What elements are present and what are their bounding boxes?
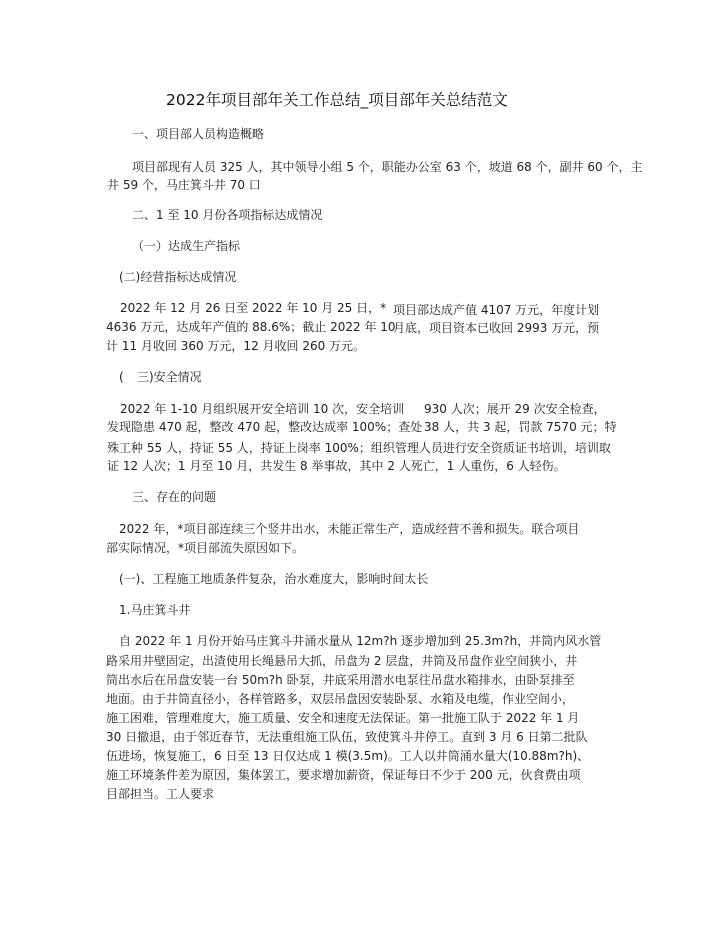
safety-right-line: 38 人，共 3 起，罚款 7570 元；特 [424,420,617,434]
subheading-safety-paren: ( [119,370,124,384]
econ-left-line: 计 11 月收回 360 万元，12 月收回 260 万元。 [106,339,366,353]
subheading-production: （一）达成生产指标 [132,239,241,253]
paragraph-line: 伍进场，恢复施工，6 日至 13 日仅达成 1 模(3.5m)。工人以井筒涌水量大(10.88m?h)、 [106,749,590,763]
paragraph-line: 井 59 个，马庄箕斗井 70 口 [107,178,261,192]
econ-left-line: 2022 年 12 月 26 日至 2022 年 10 月 25 日，* [120,301,387,315]
item-heading: 1.马庄箕斗井 [119,603,191,617]
paragraph-line: 项目部现有人员 325 人，其中领导小组 5 个，职能办公室 63 个，坡道 68 个，副井 60 个，主 [132,160,643,174]
safety-right-line: 930 人次；展开 29 次安全检查， [424,402,606,416]
paragraph-line: 目部担当。工人要求 [106,787,215,801]
page-title: 2022年项目部年关工作总结_项目部年关总结范文 [166,91,508,109]
econ-left-line: 4636 万元，达成年产值的 88.6%；截止 2022 年 10 [106,320,396,334]
subheading-safety: 三)安全情况 [137,370,202,384]
paragraph-line: 30 日撤退，由于邻近春节，无法重组施工队伍，致使箕斗井停工。直到 3 月 6 日第二批队 [106,730,588,744]
paragraph-line: 筒出水后在吊盘安装一台 50m?h 卧泵，井底采用潜水电泵往吊盘水箱排水，由卧泵排至 [106,673,575,687]
section-1-heading: 一、项目部人员构造概略 [132,127,265,141]
safety-left-line: 2022 年 1-10 月组织展开安全培训 10 次，安全培训 [120,402,405,416]
paragraph-line: 部实际情况，*项目部流失原因如下。 [106,541,305,555]
paragraph-line: 证 12 人次；1 月至 10 月，共发生 8 举事故，其中 2 人死亡，1 人重伤，6 人轻伤。 [107,459,566,473]
paragraph-line: 施工困难，管理难度大，施工质量、安全和速度无法保证。第一批施工队于 2022 年 1 月 [106,711,580,725]
safety-left-line: 发现隐患 470 起，整改 470 起，整改达成率 100%；查处 [107,420,423,434]
paragraph-line: 2022 年，*项目部连续三个竖井出水，未能正常生产，造成经营不善和损失。联合项目 [119,522,580,536]
section-3-heading: 三、存在的问题 [132,490,217,504]
paragraph-line: 殊工种 55 人，持证 55 人，持证上岗率 100%；组织管理人员进行安全资质证书培训，培训取 [107,441,611,455]
section-2-heading: 二、1 至 10 月份各项指标达成情况 [132,208,323,222]
paragraph-line: 地面。由于井筒直径小，各样管路多，双层吊盘因安装卧泵、水箱及电缆，作业空间小， [106,692,575,706]
paragraph-line: 路采用井壁固定，出渣使用长绳悬吊大抓，吊盘为 2 层盘，井筒及吊盘作业空间狭小，井 [106,654,578,668]
paragraph-line: 自 2022 年 1 月份开始马庄箕斗井涌水量从 12m?h 逐步增加到 25.3m?h，井筒内风水管 [119,634,602,648]
paragraph-line: 施工环境条件差为原因，集体罢工，要求增加薪资，保证每日不少于 200 元，伙食费由项 [106,768,581,782]
econ-right-line: 项目部达成产值 4107 万元，年度计划 [393,303,600,317]
econ-right-line: 月底，项目资本已收回 2993 万元，预 [393,321,600,335]
subheading-geology: (一)、工程施工地质条件复杂，治水难度大，影响时间太长 [119,572,429,586]
subheading-business: (二)经营指标达成情况 [119,270,237,284]
